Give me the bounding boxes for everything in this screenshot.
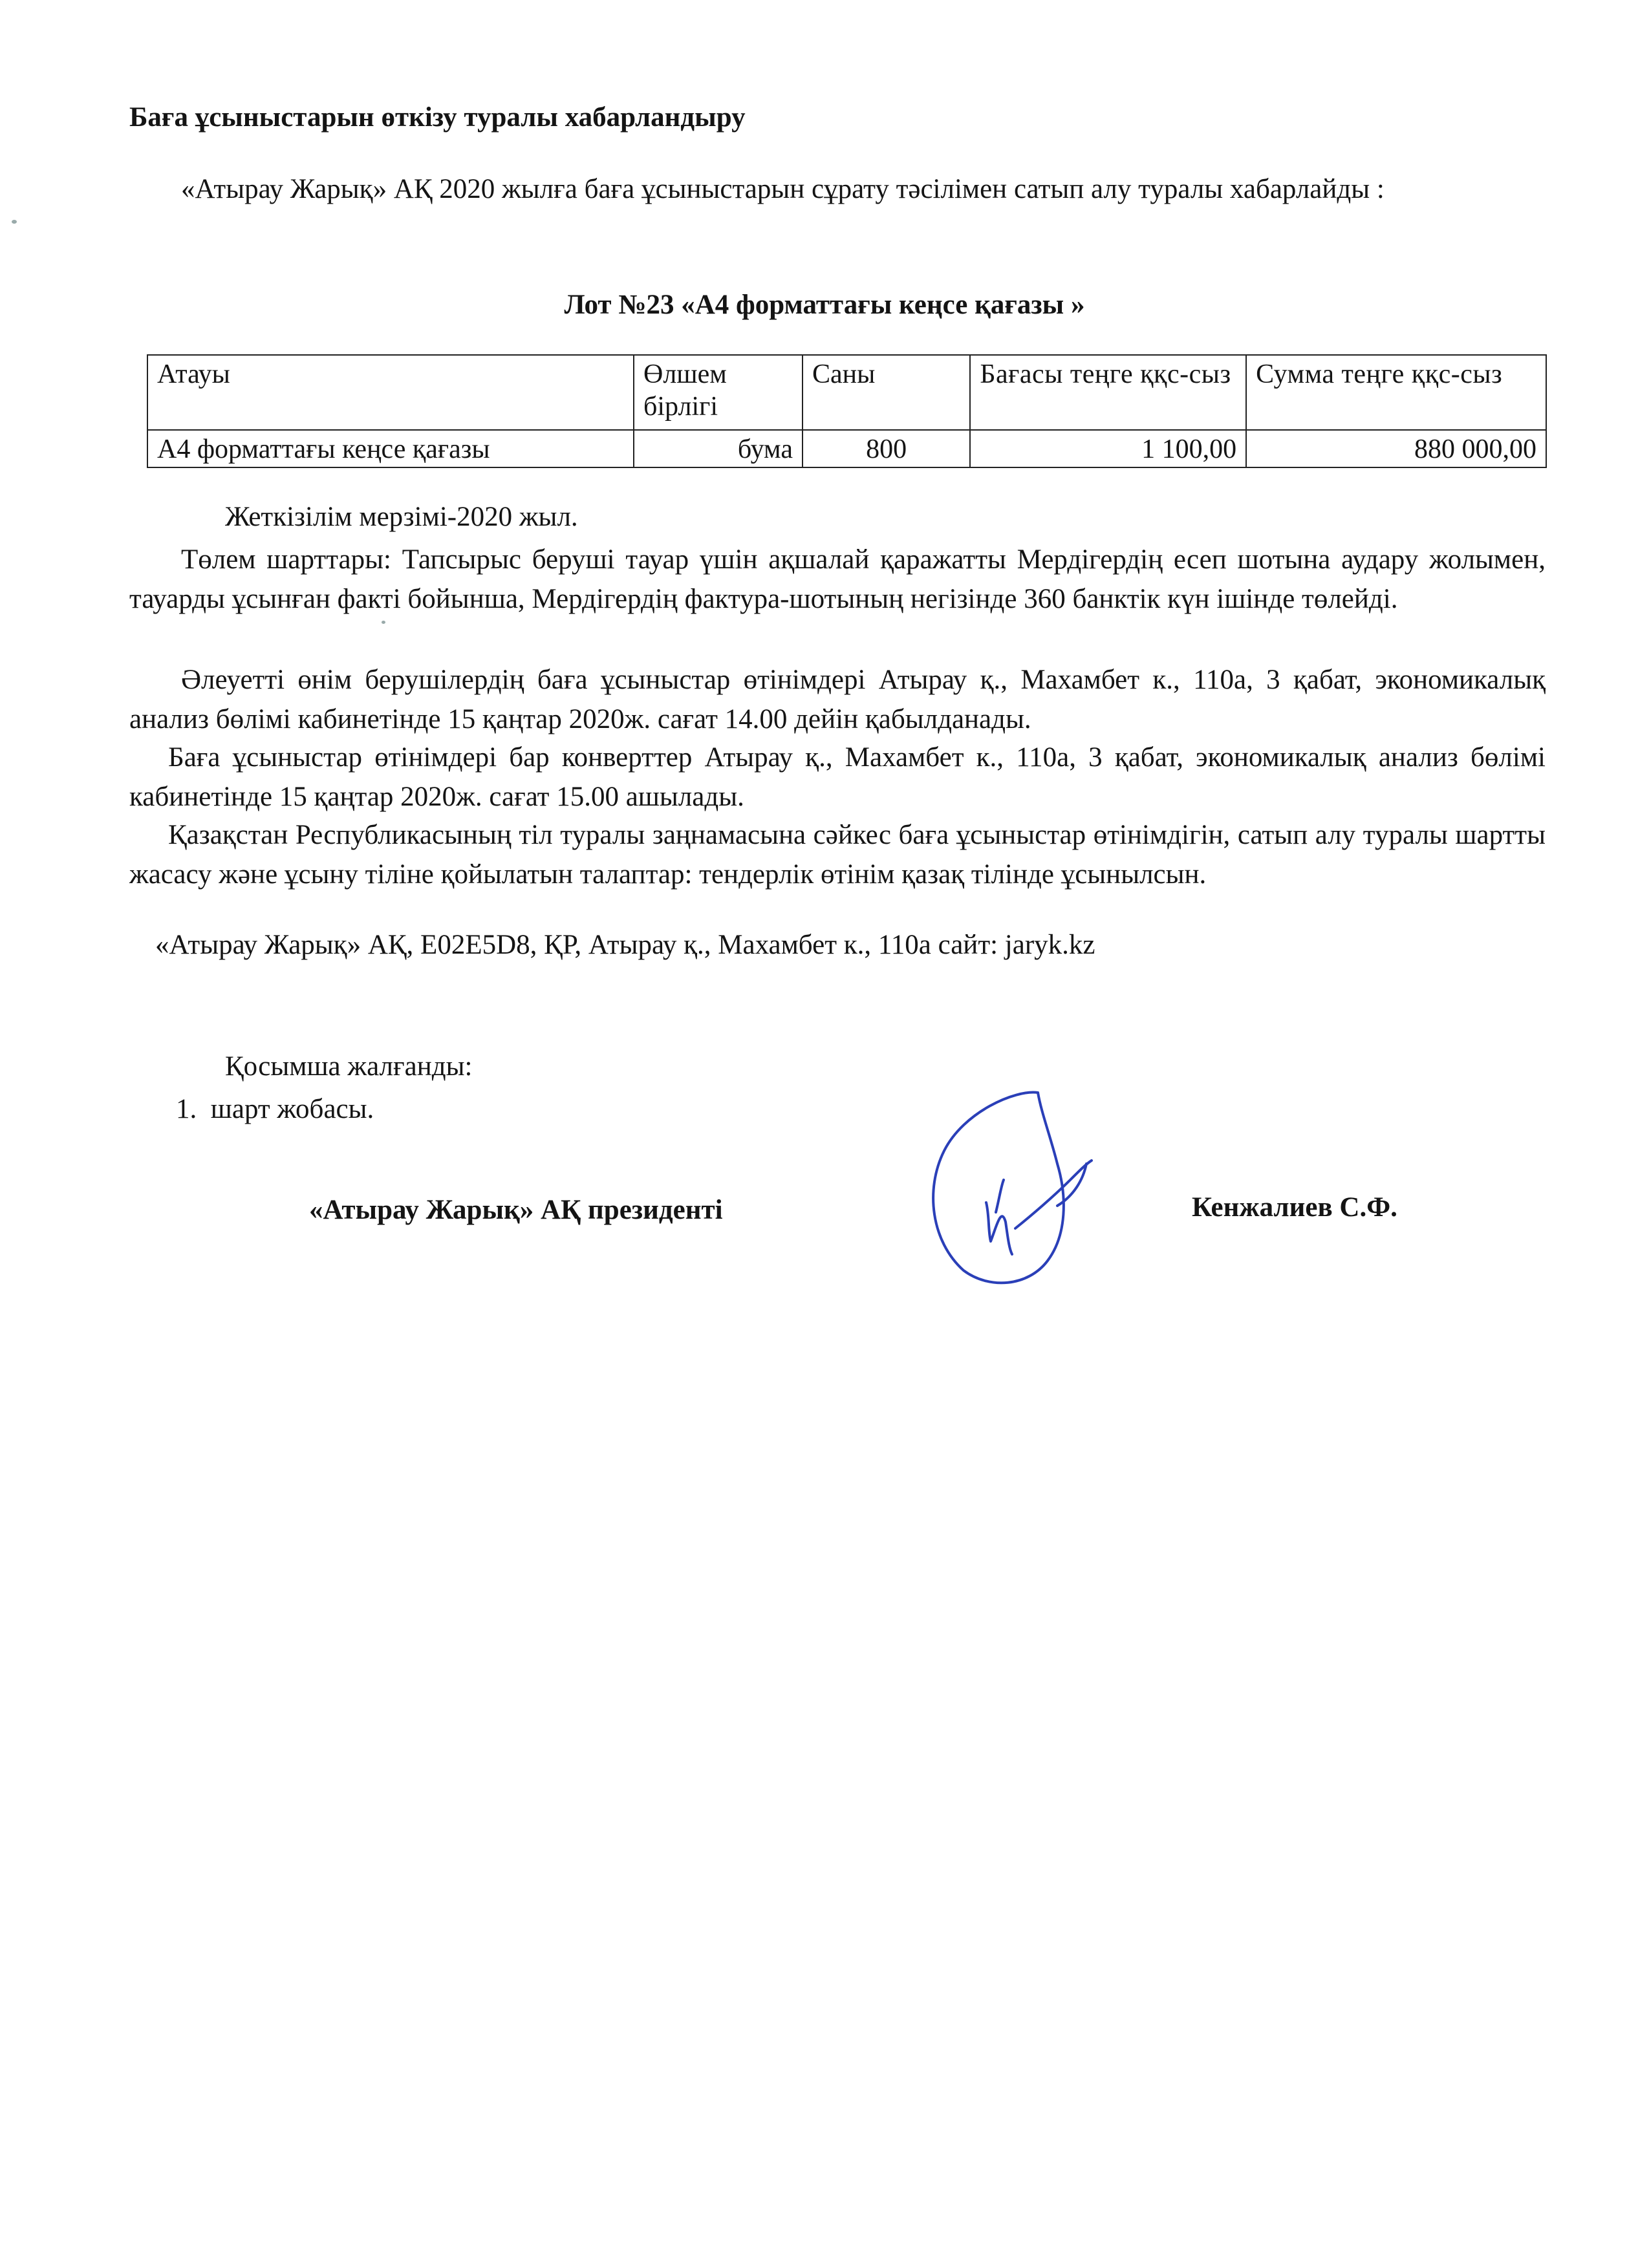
language-paragraph: Қазақстан Республикасының тіл туралы заңнамасына сәйкес баға ұсыныстар өтінімдігін, сатып алу туралы шартты жасасу және ұсыну тіліне қойылатын талаптар: тендерлік өтінім қазақ тілінде ұсынылсын.: [129, 820, 1546, 890]
intro-paragraph: «Атырау Жарық» АҚ 2020 жылға баға ұсыныстарын сұрату тәсілімен сатып алу туралы хабарлайды :: [181, 174, 1385, 204]
table-header-cell: Өлшем бірлігі: [634, 355, 803, 430]
payment-paragraph: Төлем шарттары: Тапсырыс беруші тауар үшін ақшалай қаражатты Мердігердің есеп шотына аудару жолымен, тауарды ұсынған факті бойынша, Мердігердің фактура-шотының негізінде 360 банктік күн ішінде төлейді.: [129, 544, 1546, 614]
attachment-item-text: шарт жобасы.: [210, 1094, 374, 1124]
table-header-row: [147, 355, 1546, 430]
submission-paragraph: Әлеуетті өнім берушілердің баға ұсыныстар өтінімдері Атырау қ., Махамбет к., 110а, 3 қабат, экономикалық анализ бөлімі кабинетінде 15 қаңтар 2020ж. сағат 14.00 дейін қабылданады.: [129, 665, 1546, 734]
document-title: Баға ұсыныстарын өткізу туралы хабарландыру: [129, 102, 746, 133]
attachments-label: Қосымша жалғанды:: [225, 1051, 473, 1082]
table-header-cell: Атауы: [147, 355, 634, 430]
table-cell: А4 форматтағы кеңсе қағазы: [147, 430, 634, 467]
handwritten-signature: [918, 1067, 1138, 1300]
table-row: [147, 430, 1546, 467]
signatory-position: «Атырау Жарық» АҚ президенті: [309, 1195, 723, 1225]
contacts-paragraph: «Атырау Жарық» АҚ, Е02Е5D8, ҚР, Атырау қ., Махамбет к., 110а сайт: jaryk.kz: [155, 930, 1095, 960]
scan-speck: [382, 621, 385, 624]
table-cell: 880 000,00: [1246, 430, 1546, 467]
table-header-cell: Саны: [803, 355, 970, 430]
table-cell: бума: [634, 430, 803, 467]
table-header-cell: Сумма теңге ққс-сыз: [1246, 355, 1546, 430]
scan-speck: [12, 220, 17, 224]
table-cell: 800: [803, 430, 970, 467]
lot-title: Лот №23 «А4 форматтағы кеңсе қағазы »: [564, 290, 1085, 320]
opening-paragraph: Баға ұсыныстар өтінімдері бар конверттер Атырау қ., Махамбет к., 110а, 3 қабат, экономикалық анализ бөлімі кабинетінде 15 қаңтар 2020ж. сағат 15.00 ашылады.: [129, 742, 1546, 812]
items-table: [147, 354, 1547, 468]
table-cell: 1 100,00: [970, 430, 1246, 467]
delivery-paragraph: Жеткізілім мерзімі-2020 жыл.: [225, 502, 578, 532]
signatory-name: Кенжалиев С.Ф.: [1192, 1192, 1397, 1223]
table-header-cell: Бағасы теңге ққс-сыз: [970, 355, 1246, 430]
attachment-item: 1. шарт жобасы.: [176, 1094, 374, 1124]
